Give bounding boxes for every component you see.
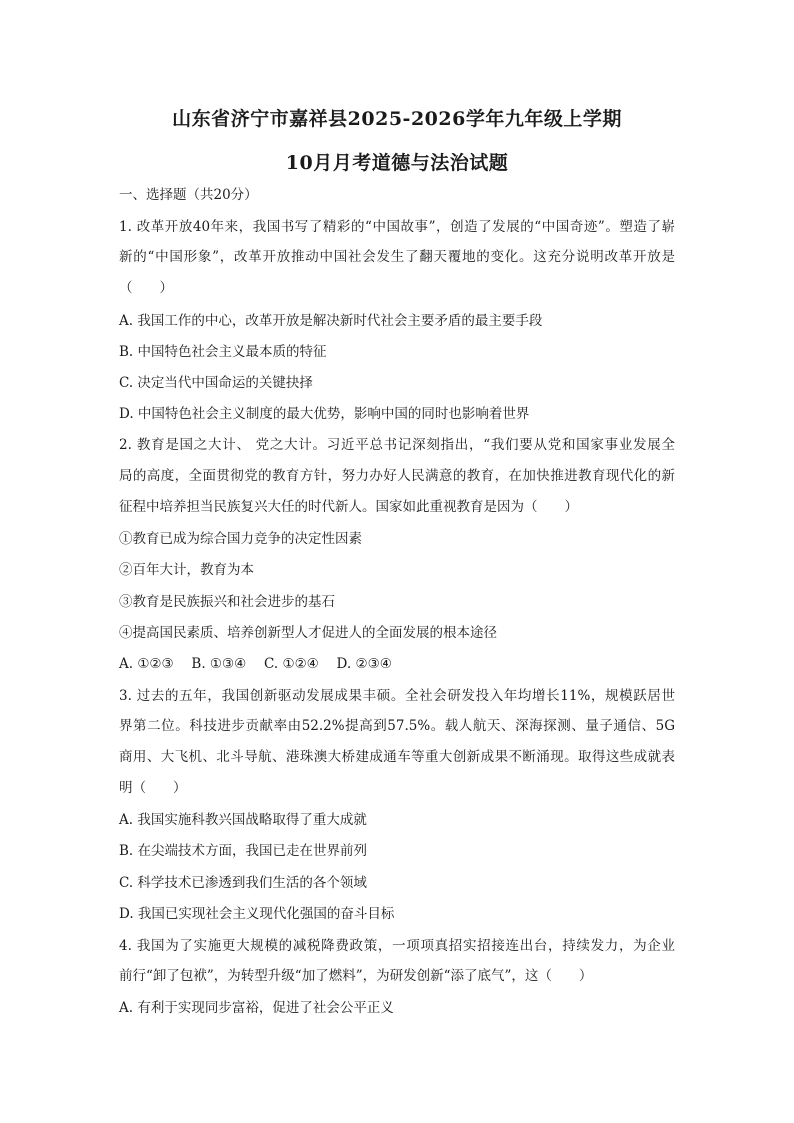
- question-2-line-2: 局的高度，全面贯彻党的教育方针，努力办好人民满意的教育，在加快推进教育现代化的新: [119, 468, 675, 484]
- question-3-option-c: C. 科学技术已渗透到我们生活的各个领域: [119, 875, 367, 891]
- question-1-option-d: D. 中国特色社会主义制度的最大优势，影响中国的同时也影响着世界: [119, 406, 530, 422]
- question-1-line-1: 1. 改革开放40年来，我国书写了精彩的“中国故事”，创造了发展的“中国奇迹”。塑造了崭: [119, 219, 675, 235]
- question-2-statement-3: ③教育是民族振兴和社会进步的基石: [119, 594, 335, 610]
- question-1-option-c: C. 决定当代中国命运的关键抉择: [119, 375, 313, 391]
- question-1-line-3: （ ）: [119, 280, 173, 296]
- question-3-line-2: 界第二位。科技进步贡献率由52.2%提高到57.5%。载人航天、深海探测、量子通信、5G: [119, 718, 675, 734]
- question-2-statement-2: ②百年大计，教育为本: [119, 562, 254, 578]
- question-3-option-a: A. 我国实施科教兴国战略取得了重大成就: [119, 812, 367, 828]
- question-2-line-3: 征程中培养担当民族复兴大任的时代新人。国家如此重视教育是因为（ ）: [119, 499, 578, 515]
- question-3-option-d: D. 我国已实现社会主义现代化强国的奋斗目标: [119, 906, 395, 922]
- question-2-line-1: 2. 教育是国之大计、 党之大计。习近平总书记深刻指出，“我们要从党和国家事业发展全: [119, 437, 675, 453]
- exam-title-line-1: 山东省济宁市嘉祥县2025-2026学年九年级上学期: [172, 108, 622, 130]
- question-1-line-2: 新的“中国形象”，改革开放推动中国社会发生了翻天覆地的变化。这充分说明改革开放是: [119, 249, 675, 265]
- question-3-line-3: 商用、大飞机、北斗导航、港珠澳大桥建成通车等重大创新成果不断涌现。取得这些成就表: [119, 749, 675, 765]
- question-2-statement-1: ①教育已成为综合国力竞争的决定性因素: [119, 531, 362, 547]
- question-4-line-2: 前行“卸了包袱”，为转型升级“加了燃料”，为研发创新“添了底气”，这（ ）: [119, 968, 593, 984]
- question-3-option-b: B. 在尖端技术方面，我国已走在世界前列: [119, 843, 368, 859]
- exam-title-line-2: 10月月考道德与法治试题: [285, 152, 509, 174]
- question-3-line-1: 3. 过去的五年，我国创新驱动发展成果丰硕。全社会研发投入年均增长11%，规模跃居世: [119, 688, 675, 704]
- question-4-option-a: A. 有利于实现同步富裕，促进了社会公平正义: [119, 1000, 394, 1016]
- question-2-options: A. ①②③ B. ①③④ C. ①②④ D. ②③④: [119, 656, 392, 672]
- question-1-option-b: B. 中国特色社会主义最本质的特征: [119, 344, 327, 360]
- section-heading: 一、选择题（共20分）: [119, 187, 258, 203]
- question-1-option-a: A. 我国工作的中心，改革开放是解决新时代社会主要矛盾的最主要手段: [119, 313, 543, 329]
- question-4-line-1: 4. 我国为了实施更大规模的减税降费政策，一项项真招实招接连出台，持续发力，为企业: [119, 938, 675, 954]
- question-2-statement-4: ④提高国民素质、培养创新型人才促进人的全面发展的根本途径: [119, 625, 497, 641]
- question-3-line-4: 明（ ）: [119, 780, 187, 796]
